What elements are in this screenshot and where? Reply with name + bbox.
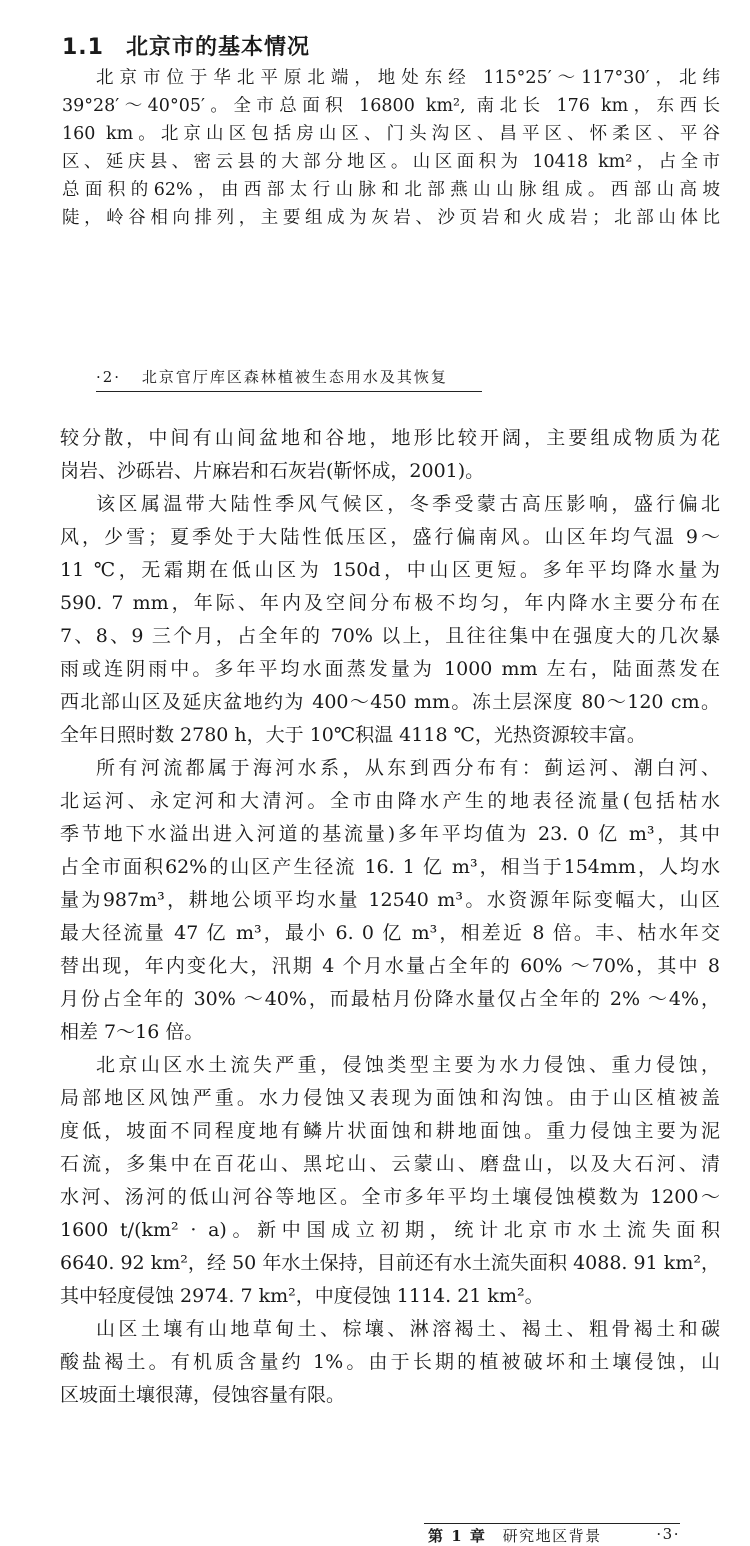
text-line: 6640. 92 km²，经 50 年水土保持，目前还有水土流失面积 4088. 91 km²， [60,1252,720,1274]
text-line: 其中轻度侵蚀 2974. 7 km²，中度侵蚀 1114. 21 km²。 [60,1285,544,1307]
text-line: 酸盐褐土。有机质含量约 1%。由于长期的植被破坏和土壤侵蚀，山 [60,1351,720,1373]
text-line: 季节地下水溢出进入河道的基流量)多年平均值为 23. 0 亿 m³，其中 [60,823,720,845]
text-line: 北京山区水土流失严重，侵蚀类型主要为水力侵蚀、重力侵蚀， [96,1054,720,1076]
text-line: 雨或连阴雨中。多年平均水面蒸发量为 1000 mm 左右，陆面蒸发在 [60,658,720,680]
text-line: 总面积的62%，由西部太行山脉和北部燕山山脉组成。西部山高坡 [62,180,720,200]
section-title: 北京市的基本情况 [125,35,310,60]
text-line: 风，少雪；夏季处于大陆性低压区，盛行偏南风。山区年均气温 9～ [60,526,720,548]
running-header [96,366,482,387]
text-line: 陡，岭谷相向排列，主要组成为灰岩、沙页岩和火成岩；北部山体比 [62,208,720,228]
text-line: 占全市面积62%的山区产生径流 16. 1 亿 m³，相当于154mm，人均水 [60,856,720,878]
text-line: 39°28′～40°05′。全市总面积 16800 km², 南北长 176 km，东西长 [62,96,720,116]
text-line: 北运河、永定河和大清河。全市由降水产生的地表径流量(包括枯水 [60,790,720,812]
text-line: 较分散，中间有山间盆地和谷地，地形比较开阔，主要组成物质为花 [60,427,720,449]
book-title: 北京官厅库区森林植被生态用水及其恢复 [141,368,448,386]
text-line: 替出现，年内变化大，汛期 4 个月水量占全年的 60% ～70%，其中 8 [60,955,720,977]
text-line: 水河、汤河的低山河谷等地区。全市多年平均土壤侵蚀模数为 1200～ [60,1186,720,1208]
text-line: 石流，多集中在百花山、黑坨山、云蒙山、磨盘山，以及大石河、清 [60,1153,720,1175]
text-line: 最大径流量 47 亿 m³，最小 6. 0 亿 m³，相差近 8 倍。丰、枯水年交 [60,922,720,944]
section-number: 1.1 [62,35,104,60]
running-footer [428,1525,680,1546]
text-line: 山区土壤有山地草甸土、棕壤、淋溶褐土、褐土、粗骨褐土和碳 [96,1318,720,1340]
text-line: 量为987m³，耕地公顷平均水量 12540 m³。水资源年际变幅大，山区 [60,889,720,911]
text-line: 该区属温带大陆性季风气候区，冬季受蒙古高压影响，盛行偏北 [96,493,720,515]
text-line: 11 ℃，无霜期在低山区为 150d，中山区更短。多年平均降水量为 [60,559,720,581]
text-line: 区坡面土壤很薄，侵蚀容量有限。 [60,1384,346,1406]
text-line: 区、延庆县、密云县的大部分地区。山区面积为 10418 km²，占全市 [62,152,720,172]
chapter-title: 研究地区背景 [502,1527,602,1545]
text-line: 局部地区风蚀严重。水力侵蚀又表现为面蚀和沟蚀。由于山区植被盖 [60,1087,720,1109]
text-line: 全年日照时数 2780 h，大于 10℃积温 4118 ℃，光热资源较丰富。 [60,724,646,746]
footer-rule [424,1523,680,1524]
text-line: 160 km。北京山区包括房山区、门头沟区、昌平区、怀柔区、平谷 [62,124,720,144]
text-line: 北京市位于华北平原北端，地处东经 115°25′～117°30′，北纬 [96,68,720,88]
section-heading [62,30,310,61]
text-line: 590. 7 mm，年际、年内及空间分布极不均匀，年内降水主要分布在 [60,592,720,614]
text-line: 1600 t/(km² · a)。新中国成立初期，统计北京市水土流失面积 [60,1219,720,1241]
page-number: ·3· [656,1525,680,1543]
text-line: 岗岩、沙砾岩、片麻岩和石灰岩(靳怀成，2001)。 [60,460,485,482]
page-number: ·2· [96,368,122,386]
text-line: 7、8、9 三个月，占全年的 70% 以上，且往往集中在强度大的几次暴 [60,625,720,647]
chapter-number: 第 1 章 [428,1527,487,1545]
text-line: 月份占全年的 30% ～40%，而最枯月份降水量仅占全年的 2% ～4%， [60,988,720,1010]
text-line: 西北部山区及延庆盆地约为 400～450 mm。冻土层深度 80～120 cm。 [60,691,720,713]
text-line: 所有河流都属于海河水系，从东到西分布有：蓟运河、潮白河、 [96,757,720,779]
header-rule [96,391,482,392]
text-line: 度低，坡面不同程度地有鳞片状面蚀和耕地面蚀。重力侵蚀主要为泥 [60,1120,720,1142]
text-line: 相差 7～16 倍。 [60,1021,204,1043]
